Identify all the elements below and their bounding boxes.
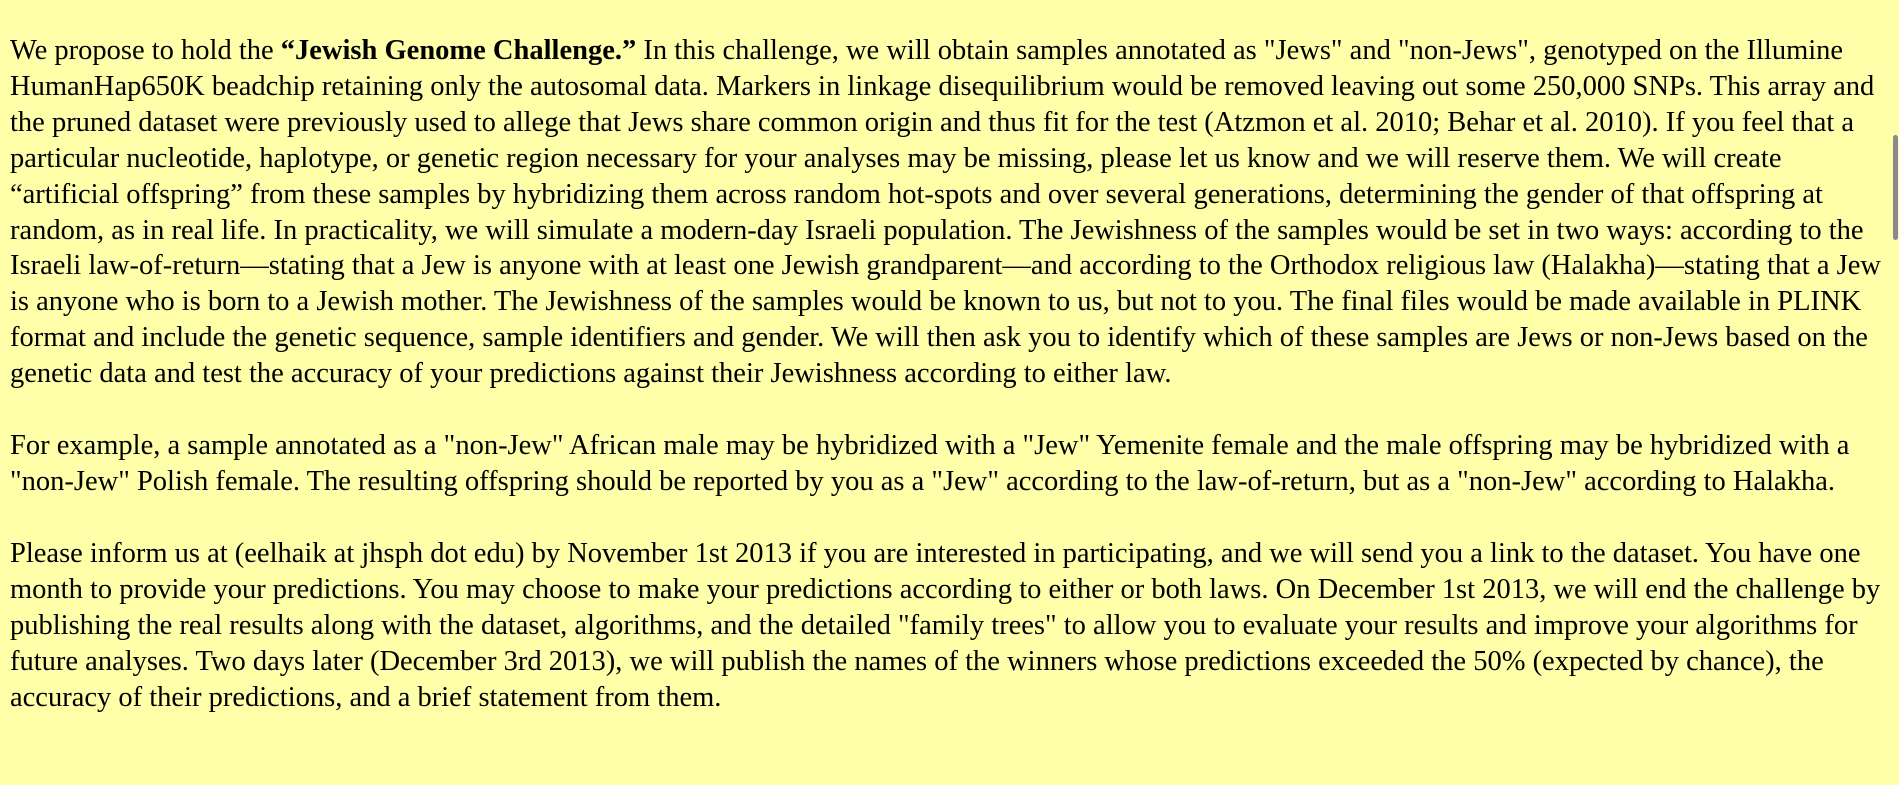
scrollbar-thumb[interactable] (1893, 135, 1898, 240)
paragraph-challenge-intro (10, 33, 1890, 392)
paragraph-example: For example, a sample annotated as a "non-Jew" African male may be hybridized with a "Jew" Yemenite female and the male offspring may be hybridized with a "non-Jew" Polish female. The resulting offspring should be reported by you as a "Jew" according to the law-of-return, but as a "non-Jew" according to Halakha. (10, 430, 1850, 497)
article-body (10, 33, 1890, 751)
paragraph-participation: Please inform us at (eelhaik at jhsph dot edu) by November 1st 2013 if you are interested in participating, and we will send you a link to the dataset. You have one month to provide your predictions. You may choose to make your predictions according to either or both laws. On December 1st 2013, we will end the challenge by publishing the real results along with the dataset, algorithms, and the detailed "family trees" to allow you to evaluate your results and improve your algorithms for future analyses. Two days later (December 3rd 2013), we will publish the names of the winners whose predictions exceeded the 50% (expected by chance), the accuracy of their predictions, and a brief statement from them. (10, 537, 1881, 713)
intro-rest-text: In this challenge, we will obtain samples annotated as "Jews" and "non-Jews", genotyped on the Illumine HumanHap650K beadchip retaining only the autosomal data. Markers in linkage disequilibrium would be removed leaving out some 250,000 SNPs. This array and the pruned dataset were previously used to allege that Jews share common origin and thus fit for the test (Atzmon et al. 2010; Behar et al. 2010). If you feel that a particular nucleotide, haplotype, or genetic region necessary for your analyses may be missing, please let us know and we will reserve them. We will create “artificial offspring” from these samples by hybridizing them across random hot-spots and over several generations, determining the gender of that offspring at random, as in real life. In practicality, we will simulate a modern-day Israeli population. The Jewishness of the samples would be set in two ways: according to the Israeli law-of-return—stating that a Jew is anyone with at least one Jewish grandparent—and according to the Orthodox religious law (Halakha)—stating that a Jew is anyone who is born to a Jewish mother. The Jewishness of the samples would be known to us, but not to you. The final files would be made available in PLINK format and include the genetic sequence, sample identifiers and gender. We will then ask you to identify which of these samples are Jews or non-Jews based on the genetic data and test the accuracy of your predictions against their Jewishness according to either law. (10, 35, 1881, 390)
intro-lead-text: We propose to hold the (10, 35, 281, 66)
challenge-title: “Jewish Genome Challenge.” (280, 35, 637, 66)
vertical-scrollbar[interactable] (1887, 0, 1899, 785)
